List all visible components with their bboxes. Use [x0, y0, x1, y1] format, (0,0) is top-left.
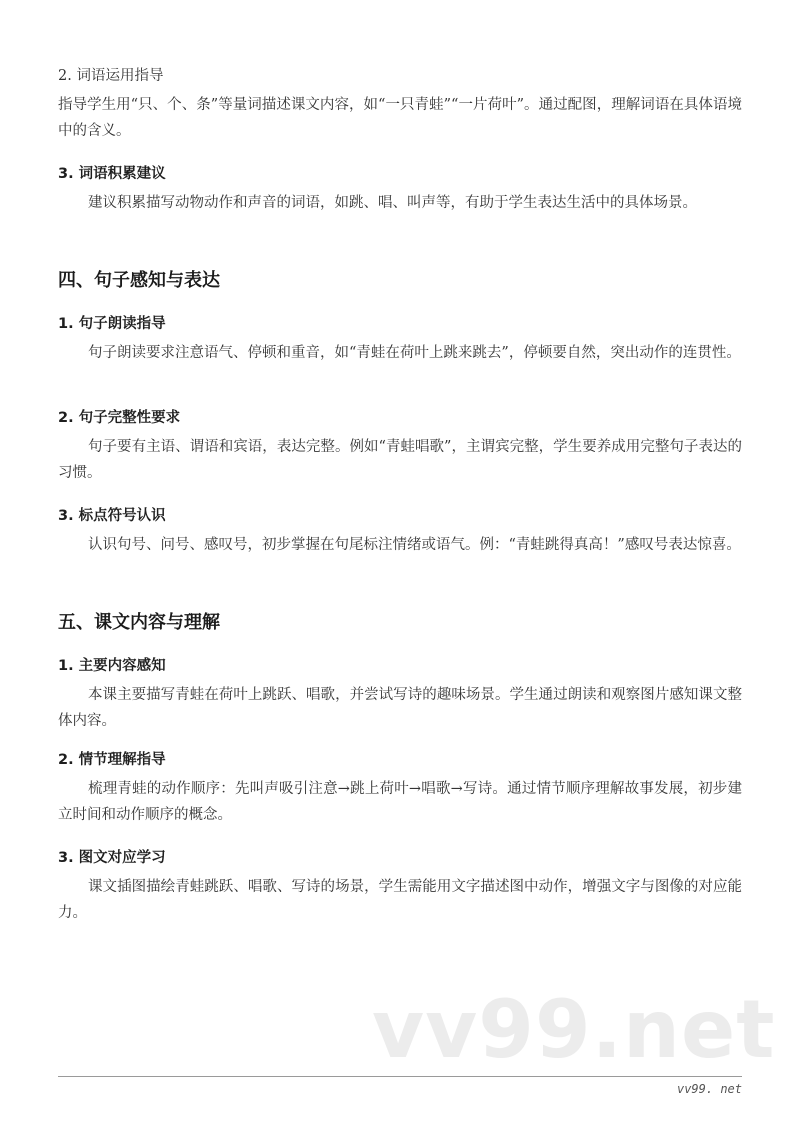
paragraph-picture-text: 课文插图描绘青蛙跳跃、唱歌、写诗的场景，学生需能用文字描述图中动作，增强文字与图像的对应能力。	[58, 879, 742, 921]
subheading-word-accumulation: 3. 词语积累建议	[58, 166, 166, 182]
paragraph-punctuation: 认识句号、问号、感叹号，初步掌握在句尾标注情绪或语气。例：“青蛙跳得真高！”感叹号表达惊喜。	[88, 537, 741, 553]
paragraph-sentence-reading: 句子朗读要求注意语气、停顿和重音，如“青蛙在荷叶上跳来跳去”，停顿要自然，突出动作的连贯性。	[88, 345, 741, 361]
subheading-main-content: 1. 主要内容感知	[58, 658, 166, 674]
footer-site: vv99. net	[676, 1082, 742, 1096]
paragraph-plot: 梳理青蛙的动作顺序：先叫声吸引注意→跳上荷叶→唱歌→写诗。通过情节顺序理解故事发展，初步建立时间和动作顺序的概念。	[58, 781, 742, 823]
subheading-sentence-completeness: 2. 句子完整性要求	[58, 410, 181, 426]
paragraph-word-usage: 指导学生用“只、个、条”等量词描述课文内容，如“一只青蛙”“一片荷叶”。通过配图，理解词语在具体语境中的含义。	[58, 97, 742, 139]
subheading-picture-text: 3. 图文对应学习	[58, 850, 166, 866]
paragraph-main-content: 本课主要描写青蛙在荷叶上跳跃、唱歌，并尝试写诗的趣味场景。学生通过朗读和观察图片感知课文整体内容。	[58, 687, 742, 729]
subheading-plot: 2. 情节理解指导	[58, 752, 166, 768]
subheading-sentence-reading: 1. 句子朗读指导	[58, 316, 166, 332]
footer-rule	[58, 1076, 742, 1077]
paragraph-sentence-completeness: 句子要有主语、谓语和宾语，表达完整。例如“青蛙唱歌”，主谓宾完整，学生要养成用完整句子表达的习惯。	[58, 439, 742, 481]
watermark: vv99.net	[372, 983, 776, 1076]
section-heading-5: 五、课文内容与理解	[58, 612, 220, 633]
section-heading-4: 四、句子感知与表达	[58, 270, 220, 291]
subheading-word-usage: 2. 词语运用指导	[58, 68, 164, 84]
paragraph-word-accumulation: 建议积累描写动物动作和声音的词语，如跳、唱、叫声等，有助于学生表达生活中的具体场景。	[88, 195, 697, 211]
subheading-punctuation: 3. 标点符号认识	[58, 508, 166, 524]
